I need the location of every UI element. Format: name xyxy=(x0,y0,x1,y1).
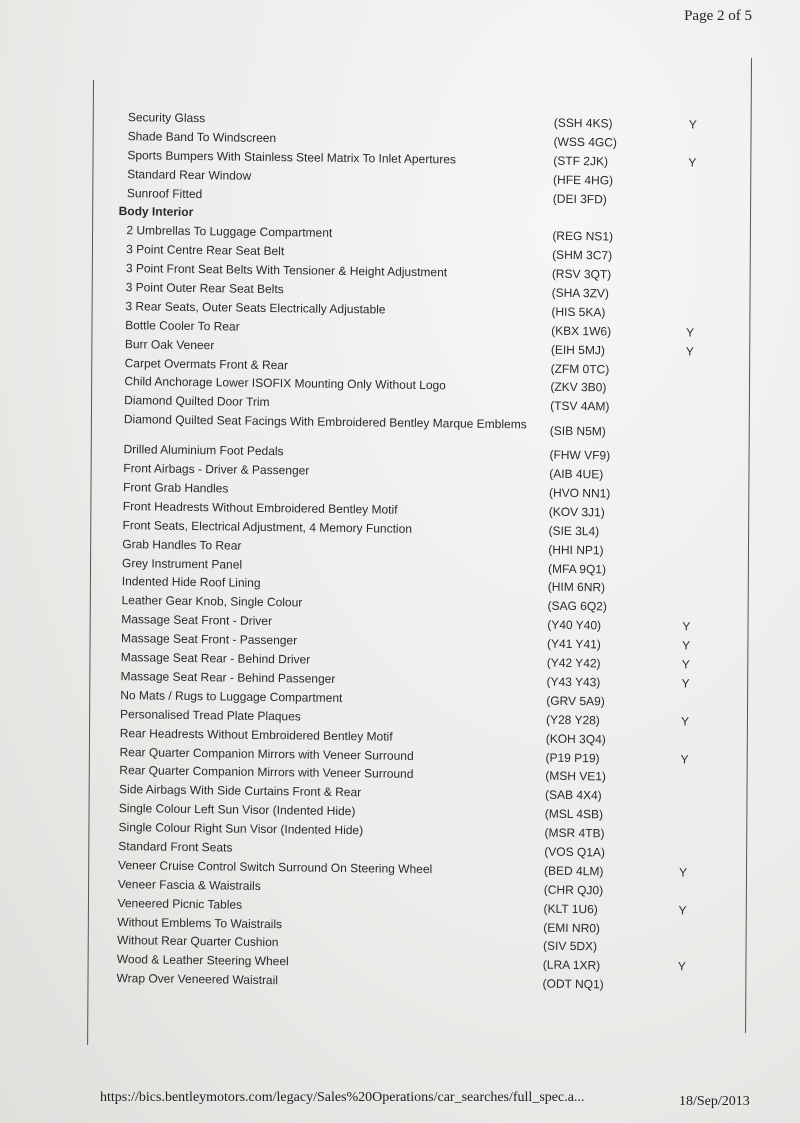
spec-label: 3 Rear Seats, Outer Seats Electrically Adjustable xyxy=(125,299,386,317)
spec-flag: Y xyxy=(678,865,688,880)
spec-label: Massage Seat Rear - Behind Driver xyxy=(120,650,311,667)
spec-label: No Mats / Rugs to Luggage Compartment xyxy=(120,687,343,705)
spec-code: (Y28 Y28) xyxy=(545,712,600,728)
spec-code: (WSS 4GC) xyxy=(553,134,618,150)
spec-label: Front Grab Handles xyxy=(122,480,229,496)
spec-code: (TSV 4AM) xyxy=(550,399,610,414)
spec-code: (RSV 3QT) xyxy=(551,266,612,282)
spec-code: (KLT 1U6) xyxy=(543,901,598,916)
spec-code: (STF 2JK) xyxy=(553,153,609,169)
footer-url: https://bics.bentleymotors.com/legacy/Sales%20Operations/car_searches/full_spec.a... xyxy=(100,1090,585,1105)
table-border-left xyxy=(87,80,94,1045)
spec-label: Standard Front Seats xyxy=(118,839,233,855)
spec-code: (MSH VE1) xyxy=(545,769,607,784)
spec-label: Front Airbags - Driver & Passenger xyxy=(123,461,310,478)
spec-flag: Y xyxy=(678,903,687,918)
spec-flag: Y xyxy=(680,714,690,729)
spec-code: (SAB 4X4) xyxy=(544,787,602,803)
page-number: Page 2 of 5 xyxy=(684,8,752,24)
spec-code: (SIV 5DX) xyxy=(542,939,598,954)
spec-flag: Y xyxy=(688,155,697,170)
spec-code: (ODT NQ1) xyxy=(542,976,604,992)
spec-label: Rear Headrests Without Embroidered Bentley Motif xyxy=(119,725,393,744)
spec-code: (KBX 1W6) xyxy=(551,323,612,339)
spec-code: (Y42 Y42) xyxy=(546,655,601,671)
spec-label: Burr Oak Veneer xyxy=(124,336,215,352)
specification-table xyxy=(106,108,717,996)
spec-label: Indented Hide Roof Lining xyxy=(121,574,261,591)
spec-label: Massage Seat Rear - Behind Passenger xyxy=(120,669,336,686)
spec-flag: Y xyxy=(681,676,690,691)
spec-code: (SHA 3ZV) xyxy=(551,285,610,301)
spec-label: Wood & Leather Steering Wheel xyxy=(116,952,289,969)
spec-label: Diamond Quilted Seat Facings With Embroidered Bentley Marque Emblems xyxy=(123,412,527,432)
spec-label: Rear Quarter Companion Mirrors with Veneer Surround xyxy=(119,744,414,763)
spec-code: (VOS Q1A) xyxy=(544,844,606,860)
spec-label: Leather Gear Knob, Single Colour xyxy=(121,593,303,610)
spec-label: Personalised Tread Plate Plaques xyxy=(119,706,301,724)
spec-code: (MFA 9Q1) xyxy=(547,561,607,577)
spec-flag: Y xyxy=(680,751,689,767)
spec-label: Security Glass xyxy=(127,110,206,126)
spec-flag: Y xyxy=(686,325,695,340)
spec-flag: Y xyxy=(681,638,691,653)
spec-flag: Y xyxy=(685,344,694,359)
spec-flag: Y xyxy=(677,959,686,974)
spec-code: (MSL 4SB) xyxy=(544,806,604,822)
table-border-right xyxy=(745,58,752,1033)
spec-code: (KOH 3Q4) xyxy=(545,731,606,747)
spec-label: Grey Instrument Panel xyxy=(121,555,243,572)
spec-code: (ZKV 3B0) xyxy=(550,380,607,395)
spec-label: Standard Rear Window xyxy=(127,166,252,183)
spec-label: 3 Point Centre Rear Seat Belt xyxy=(126,242,285,259)
spec-flag: Y xyxy=(688,117,697,132)
spec-label: Veneer Fascia & Waistrails xyxy=(117,876,261,893)
spec-label: Grab Handles To Rear xyxy=(122,536,242,553)
spec-code: (CHR QJ0) xyxy=(543,882,604,898)
spec-code: (MSR 4TB) xyxy=(544,825,605,841)
spec-code: (SAG 6Q2) xyxy=(547,599,607,614)
spec-label: Wrap Over Veneered Waistrail xyxy=(116,971,279,988)
spec-code: (HIM 6NR) xyxy=(547,580,606,595)
spec-code: (EIH 5MJ) xyxy=(550,342,605,358)
spec-flag: Y xyxy=(681,657,690,672)
spec-flag: Y xyxy=(682,619,691,634)
spec-label: 3 Point Outer Rear Seat Belts xyxy=(125,280,284,297)
spec-code: (Y43 Y43) xyxy=(546,674,601,690)
section-heading-label: Body Interior xyxy=(118,204,194,220)
spec-code: (EMI NR0) xyxy=(543,920,601,935)
footer-date: 18/Sep/2013 xyxy=(679,1094,750,1109)
spec-label: Carpet Overmats Front & Rear xyxy=(124,355,289,372)
spec-label: Sports Bumpers With Stainless Steel Matrix To Inlet Apertures xyxy=(127,147,457,167)
spec-label: Drilled Aluminium Foot Pedals xyxy=(123,442,284,459)
spec-label: Bottle Cooler To Rear xyxy=(125,317,240,334)
spec-code: (BED 4LM) xyxy=(543,863,604,879)
spec-label: Single Colour Left Sun Visor (Indented Hide) xyxy=(118,801,356,819)
spec-label: Child Anchorage Lower ISOFIX Mounting Only Without Logo xyxy=(124,374,446,393)
spec-label: 2 Umbrellas To Luggage Compartment xyxy=(126,223,333,241)
spec-code: (HVO NN1) xyxy=(548,485,611,501)
spec-code: (LRA 1XR) xyxy=(542,957,601,973)
spec-code: (DEI 3FD) xyxy=(552,191,607,206)
spec-label: Veneer Cruise Control Switch Surround On Steering Wheel xyxy=(118,857,433,877)
spec-code: (FHW VF9) xyxy=(549,447,611,463)
spec-label: Rear Quarter Companion Mirrors with Veneer Surround xyxy=(119,763,414,782)
spec-code: (Y41 Y41) xyxy=(546,636,601,652)
spec-code: (SHM 3C7) xyxy=(552,247,613,263)
spec-code: (P19 P19) xyxy=(545,750,600,765)
spec-code: (SSH 4KS) xyxy=(553,115,613,131)
spec-label: Side Airbags With Side Curtains Front & Rear xyxy=(118,782,362,800)
spec-code: (ZFM 0TC) xyxy=(550,361,610,377)
spec-code: (SIE 3L4) xyxy=(548,523,600,539)
spec-label: Massage Seat Front - Passenger xyxy=(120,631,298,648)
spec-code: (HIS 5KA) xyxy=(551,304,606,320)
spec-label: Without Emblems To Waistrails xyxy=(117,914,283,931)
spec-label: Without Rear Quarter Cushion xyxy=(117,933,279,950)
spec-code: (HFE 4HG) xyxy=(553,172,614,188)
spec-label: Diamond Quilted Door Trim xyxy=(124,393,270,410)
spec-label: Front Headrests Without Embroidered Bentley Motif xyxy=(122,499,398,517)
spec-label: Veneered Picnic Tables xyxy=(117,895,243,912)
spec-code: (REG NS1) xyxy=(552,229,614,244)
spec-label: Front Seats, Electrical Adjustment, 4 Memory Function xyxy=(122,517,413,536)
spec-label: Massage Seat Front - Driver xyxy=(121,612,273,629)
spec-code: (HHI NP1) xyxy=(548,542,604,558)
spec-code: (KOV 3J1) xyxy=(548,504,605,520)
spec-code: (Y40 Y40) xyxy=(547,617,602,633)
spec-code: (SIB N5M) xyxy=(549,423,606,439)
spec-label: Shade Band To Windscreen xyxy=(127,129,277,145)
spec-label: Sunroof Fitted xyxy=(126,185,203,201)
spec-code: (GRV 5A9) xyxy=(546,693,605,709)
spec-label: Single Colour Right Sun Visor (Indented Hide) xyxy=(118,820,364,838)
spec-code: (AIB 4UE) xyxy=(549,466,604,482)
spec-label: 3 Point Front Seat Belts With Tensioner & Height Adjustment xyxy=(125,261,448,280)
